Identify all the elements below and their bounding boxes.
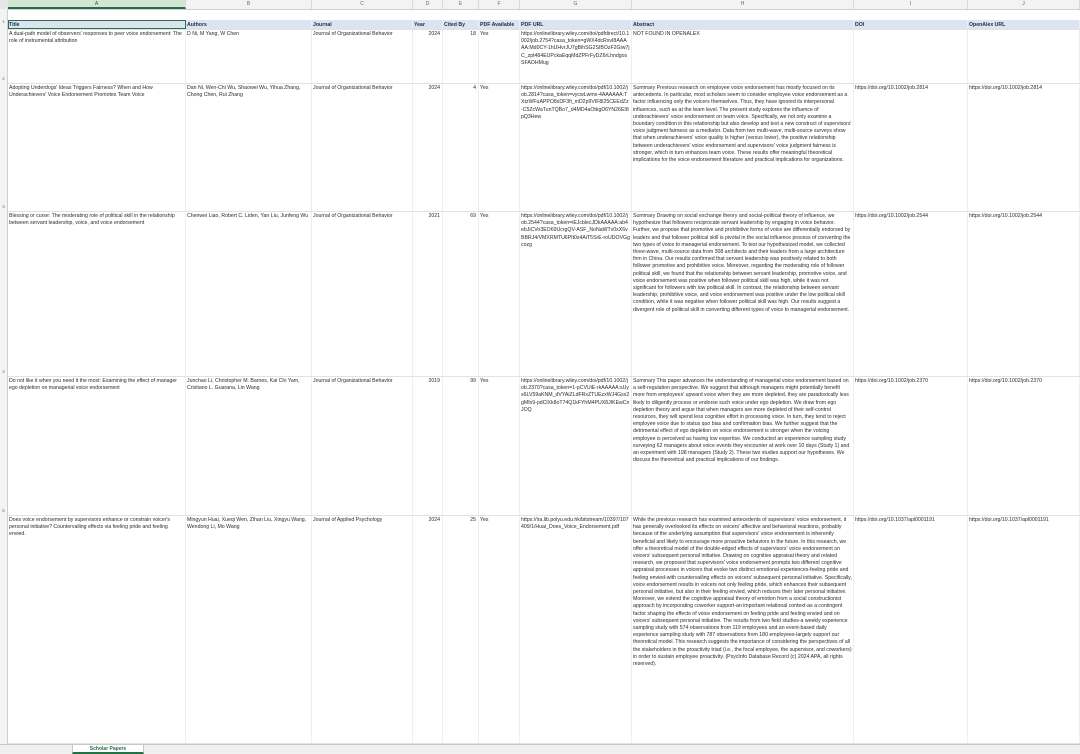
header-title[interactable]: Title [8,20,186,29]
header-row [8,20,1080,30]
cell-abstract[interactable]: Summary Drawing on social exchange theory and social-political theory of influence, we hypothesize that followers reciprocate servant leadership by engaging in voice behavior. Further, we propose that promotive and prohibitive forms of voice are differentially endorsed by leaders and that follower political skill is pivotal in the social influence process of converting the two types of voice to managerial endorsement. To test our hypothesized model, we collected three-wave, multi-source data from 308 architects and their leaders from a large architecture firm in China. Our results confirmed that servant leadership was positively related to both follower promotive and prohibitive voice. Moreover, regarding the moderating role of follower political skill, we found that the relationship between servant leadership, promotive voice, and voice endorsement was positive when follower political skill was high, while it was not significant for followers with low political skill. In contrast, the relationship between servant leadership, prohibitive voice, and voice endorsement was positive under the low political skill condition, while it was negative when follower political skill was high. Our results suggest a divergent role of political skill in converting different types of voice to managerial endorsement. [632,212,854,376]
column-letter-i[interactable]: I [854,0,968,9]
cell-title[interactable]: Blessing or curse: The moderating role of political skill in the relationship between servant leadership, voice, and voice endorsement [8,212,186,376]
column-letter-g[interactable]: G [520,0,632,9]
cell-pdf-available[interactable]: Yes [479,516,520,743]
row-number-3[interactable]: 3 [0,204,8,213]
cell-title[interactable]: Does voice endorsement by supervisors enhance or constrain voicer's personal initiative? Countervailing effects via feeling pride and feeling envied. [8,516,186,743]
cell-doi[interactable]: https://doi.org/10.1002/job.2544 [854,212,968,376]
table-row [8,84,1080,212]
column-letter-a[interactable]: A [8,0,186,9]
cell-pdf-url[interactable]: https://ira.lib.polyu.edu.hk/bitstream/10397/107409/1/Huai_Does_Voice_Endorsement.pdf [520,516,632,743]
cell-pdf-available[interactable]: Yes [479,84,520,211]
cell-openalex-url[interactable]: https://doi.org/10.1037/apl0001191 [968,516,1080,743]
cell-pdf-url[interactable]: https://onlinelibrary.wiley.com/doi/pdf/10.1002/job.2370?casa_token=1-pCVUiE-rkAAAAA:sUys6LV59aKNM_dVYAiZLdFRxZTUEzxWJ4Gsx2gMfx9-pdClXk8oT74Q1kFYhM4PUX8JIKEwCnJOQ [520,377,632,515]
cell-authors[interactable]: Dan Ni, Wen-Chi Wu, Shaowei Wu, Yihua Zhang, Chong Chen, Rui Zhang [186,84,312,211]
header-cited-by[interactable]: Cited By [443,20,479,29]
cell-year[interactable]: 2024 [413,84,443,211]
table-row [8,30,1080,84]
row-number-4[interactable]: 4 [0,369,8,378]
cell-authors[interactable]: D Ni, M Yang, W Chen [186,30,312,83]
column-letter-e[interactable]: E [443,0,479,9]
row-number-5[interactable]: 5 [0,508,8,517]
cell-pdf-available[interactable]: Yes [479,212,520,376]
header-abstract[interactable]: Abstract [632,20,854,29]
cell-pdf-url[interactable]: https://onlinelibrary.wiley.com/doi/pdf/10.1002/job.2814?casa_token=vycwLwmx-4AAAAAA:TXtzWFuAPPO8xDF3fi_mD2p9VIF8l25CEEdZz-C5ZcWaTunTQBo7_d4MD4aOtkgD6YN26EI8pQ3Hew [520,84,632,211]
cell-journal[interactable]: Journal of Organizational Behavior [312,212,413,376]
cell-pdf-available[interactable]: Yes [479,377,520,515]
table-row [8,212,1080,377]
cell-abstract[interactable]: Summary This paper advances the understanding of managerial voice endorsement based on a self-regulation perspective. We suggest that although managers might potentially benefit more from employees' upward voice when they are more depleted, they are paradoxically less likely to diligently process or endorse such voice under ego depletion. We draw from ego depletion theory and argue that when managers are more depleted of their self-control resources, they will spend less cognitive effort in processing voice. In turn, they tend to reject employee voice due to status quo bias and confirmation bias. We further suggest that the detrimental effect of ego depletion on voice endorsement is stronger when the voicing employee is perceived as having low expertise. We conducted an experience sampling study surveying 62 managers about voice events they encounter at work over 10 days (Study 1) and an experiment with 198 managers (Study 2). These two studies support our hypotheses. We discuss the theoretical and practical implications of our findings. [632,377,854,515]
cell-year[interactable]: 2019 [413,377,443,515]
cell-abstract[interactable]: Summary Previous research on employee voice endorsement has mostly focused on its antecedents. In particular, most scholars seem to consider employee voice endorsement as a factor influencing only the voicers themselves. Thus, they have ignored its interpersonal influences, such as at the team level. The present study explores the influence of underachievers' voice endorsement on team voice. Specifically, we not only examine a boundary condition in this relationship but also develop and test a new construct of supervisors' voice judgment fairness as a mediator. Data from two multi-wave, multi-source surveys show that when underachievers' voice quality is higher (versus lower), the positive relationship between underachievers' voice endorsement and supervisors' voice judgment fairness is stronger, which in turn enhances team voice. These results offer meaningful theoretical implications for the voice endorsement literature and practical implications for organizations. [632,84,854,211]
header-journal[interactable]: Journal [312,20,413,29]
row-number-1[interactable]: 1 [0,19,8,28]
column-header-bar [0,0,1080,10]
cell-cited-by[interactable]: 4 [443,84,479,211]
table-row [8,377,1080,516]
cell-pdf-url[interactable]: https://onlinelibrary.wiley.com/doi/pdfdirect/10.1002/job.2754?casa_token=gWX4dcRsvI8AAAAA:Md0CY-1hUHvrJU7gBihSG2SIBOzF2Giw7jC_zpt484EUPckaEqqMdZPFrFyDZ6rLhndgosSFAOHMug [520,30,632,83]
column-letter-f[interactable]: F [479,0,520,9]
header-pdf-available[interactable]: PDF Available [479,20,520,29]
cell-abstract[interactable]: While the previous research has examined antecedents of supervisors' voice endorsement, it has generally overlooked its effects on voicers' affective and behavioral reactions, probably because of the underlying assumption that supervisors' voice endorsement is inherently beneficial and likely to encourage more proactive behaviors in the future. In this research, we offer a theoretical model of the double-edged effects of supervisors' voice endorsement on voicers' subsequent personal initiative. Drawing on cognitive appraisal theory and related research, we proposed that supervisors' voice endorsement prompts two different cognitive appraisal processes in voicers that evoke two distinct emotional experiences-feeling pride and feeling envied-with countervailing effects on voicers' subsequent personal initiative. Specifically, voice endorsement results in voicers not only feeling pride, which enhances their subsequent personal initiative, but also in their feeling envied, which reduces their later personal initiative. Moreover, we extend the cognitive appraisal theory of emotion from a social constructionist approach by incorporating coworker support-an important relational context-as a contingent factor shaping the effects of voice endorsement on feeling pride and feeling envied and on voicers' subsequent personal initiative. The results from two field studies-a weekly experience sampling study with 574 observations from 119 employees and an event-based daily experience sampling study with 787 observations from 180 employees-largely support our theoretical model. This research suggests the importance of considering the perspectives of all the stakeholders in the proactivity triad (i.e., the focal employee, the supervisor, and coworkers) in order to sustain employee proactivity. (PsycInfo Database Record (c) 2024 APA, all rights reserved). [632,516,854,743]
cell-cited-by[interactable]: 99 [443,377,479,515]
table-row [8,516,1080,744]
cell-cited-by[interactable]: 18 [443,30,479,83]
cell-authors[interactable]: Mingyun Huai, Xueqi Wen, Zihan Liu, Xingyu Wang, Wendong Li, Mo Wang [186,516,312,743]
cell-openalex-url[interactable]: https://doi.org/10.1002/job.2370 [968,377,1080,515]
sheet-tab-bar [0,744,1080,754]
cell-journal[interactable]: Journal of Organizational Behavior [312,30,413,83]
cell-pdf-url[interactable]: https://onlinelibrary.wiley.com/doi/pdf/10.1002/job.2544?casa_token=iEJcblecJDkAAAAA:ab4ebJiCVo3EO69UcrgQV-ASF_NoNaWTv0xX6vBBRJ4/VMXRMTU6PIt0s4AiT5SrE-roUDOVGgcozg [520,212,632,376]
cell-doi[interactable]: https://doi.org/10.1002/job.2814 [854,84,968,211]
cell-abstract[interactable]: NOT FOUND IN OPENALEX [632,30,854,83]
cell-cited-by[interactable]: 69 [443,212,479,376]
header-authors[interactable]: Authors [186,20,312,29]
sheet-tab-scholar-papers[interactable]: Scholar Papers [72,745,144,754]
column-letter-j[interactable]: J [968,0,1080,9]
cell-journal[interactable]: Journal of Applied Psychology [312,516,413,743]
cell-authors[interactable]: Junchao Li, Christopher M. Barnes, Kai Chi Yam, Cristiano L. Guarana, Lin Wang [186,377,312,515]
cell-openalex-url[interactable]: https://doi.org/10.1002/job.2544 [968,212,1080,376]
header-pdf-url[interactable]: PDF URL [520,20,632,29]
cell-title[interactable]: Adopting Underdogs' Ideas Triggers Fairness? When and How Underachievers' Voice Endorsement Promotes Team Voice [8,84,186,211]
cell-year[interactable]: 2024 [413,30,443,83]
row-number-2[interactable]: 2 [0,76,8,85]
cell-authors[interactable]: Chenwei Liao, Robert C. Liden, Yan Liu, Junfeng Wu [186,212,312,376]
cell-pdf-available[interactable]: Yes [479,30,520,83]
header-year[interactable]: Year [413,20,443,29]
header-openalex-url[interactable]: OpenAlex URL [968,20,1080,29]
column-letter-h[interactable]: H [632,0,854,9]
cell-cited-by[interactable]: 25 [443,516,479,743]
cell-openalex-url[interactable]: https://doi.org/10.1002/job.2814 [968,84,1080,211]
cell-journal[interactable]: Journal of Organizational Behavior [312,377,413,515]
cell-doi[interactable]: https://doi.org/10.1037/apl0001191 [854,516,968,743]
cell-year[interactable]: 2024 [413,516,443,743]
cell-title[interactable]: A dual-path model of observers' responses to peer voice endorsement: The role of instrumental attribution [8,30,186,83]
cell-doi[interactable]: https://doi.org/10.1002/job.2370 [854,377,968,515]
cell-title[interactable]: Do not like it when you need it the most: Examining the effect of manager ego depletion on managerial voice endorsement [8,377,186,515]
column-letter-c[interactable]: C [312,0,413,9]
column-letter-d[interactable]: D [413,0,443,9]
cell-year[interactable]: 2021 [413,212,443,376]
column-letter-b[interactable]: B [186,0,312,9]
header-doi[interactable]: DOI [854,20,968,29]
cell-openalex-url[interactable] [968,30,1080,83]
cell-journal[interactable]: Journal of Organizational Behavior [312,84,413,211]
cell-doi[interactable] [854,30,968,83]
